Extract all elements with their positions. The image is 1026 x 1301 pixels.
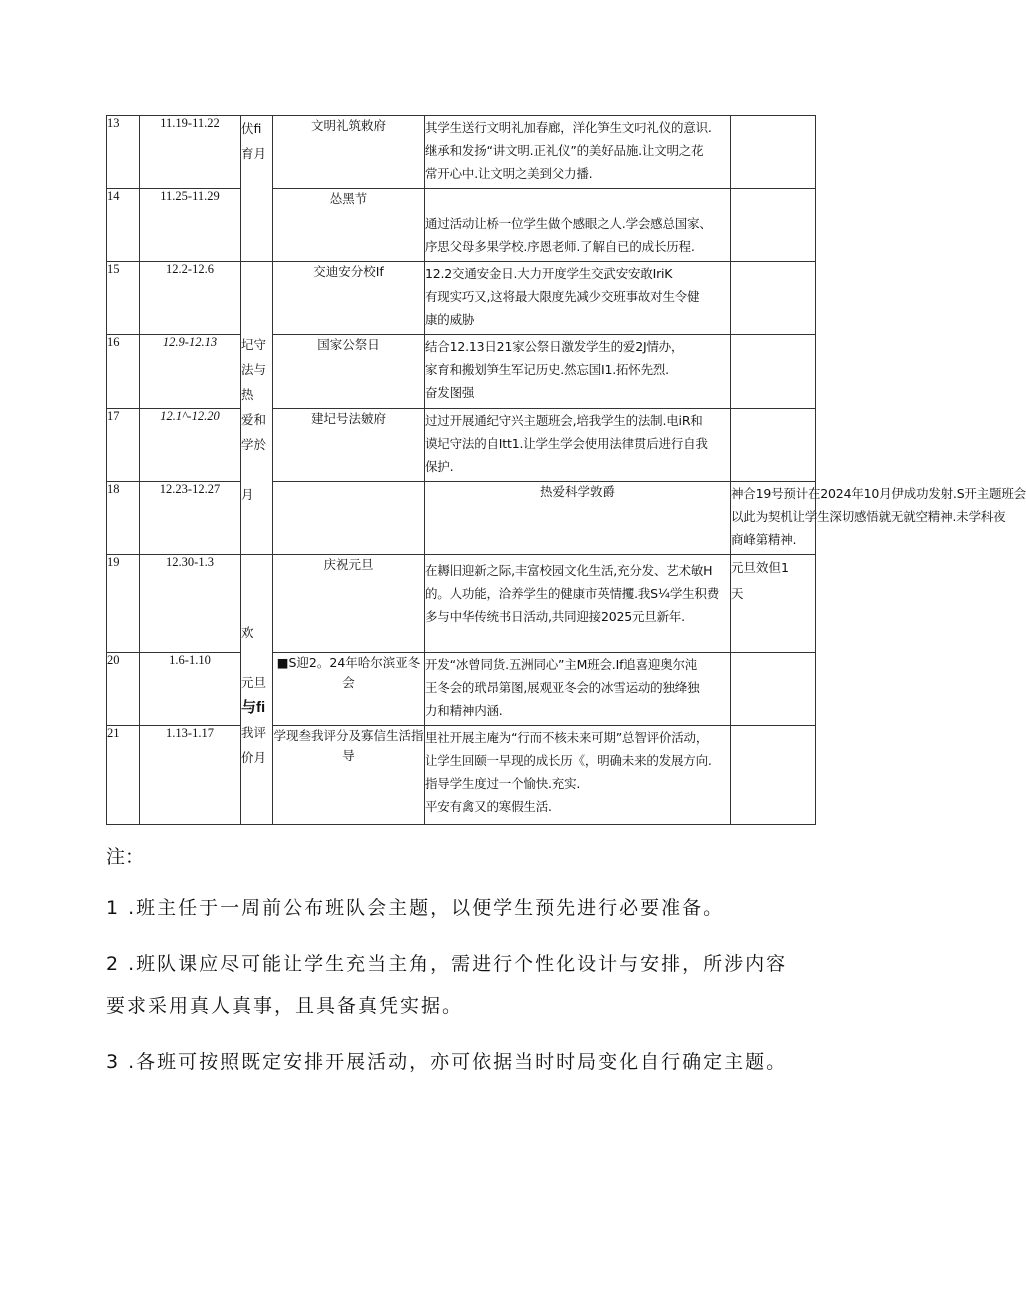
table-row: [107, 653, 816, 726]
month-theme-continued: [273, 482, 425, 555]
meeting-topic: 交迪安分校If: [273, 262, 425, 335]
table-row: [107, 116, 816, 189]
remark-cell: [731, 262, 816, 335]
date-range: 12.23-12.27: [140, 482, 241, 555]
meeting-content: 神合19号预计在2024年10月伊成功发射.S开主题班会 以此为契机让学生深切感悟就无就空精神.未学科夜 商峰第精神.: [731, 482, 816, 555]
remark-cell: [731, 116, 816, 189]
meeting-content: 结合12.13日21家公祭日激发学生的爱2J情办， 家育和搬划笋生军记历史.然忘国I1.拓怀先烈. 奋发图强: [425, 335, 731, 409]
remark-cell: [731, 409, 816, 482]
month-theme: 伏fi 育月: [241, 116, 273, 262]
meeting-content: 通过活动让桥一位学生做个感眼之人.学会感总国家、 序思父母多果学校.序恩老师.了解自已的成长历程.: [425, 189, 731, 262]
meeting-content: 12.2交通安金日.大力开度学生交武安安敢IriK 有现实巧又,这将最大限度先减少交班事故对生令健 康的威胁: [425, 262, 731, 335]
date-range: 12.2-12.6: [140, 262, 241, 335]
week-number: 18: [107, 482, 140, 555]
meeting-topic: 建圮号法皴府: [273, 409, 425, 482]
notes-heading: 注：: [106, 846, 145, 868]
notes-section: [106, 842, 826, 1097]
meeting-content: 其学生送行文明礼加春廊，洋化笋生文叼礼仪的意识. 继承和发扬“讲文明.正礼仪”的美好品施.让文明之花 常开心中.让文明之美到父力播.: [425, 116, 731, 189]
meeting-topic: 学现叁我评分及寡信生活指导: [273, 726, 425, 825]
note-item: 2 .班队课应尽可能让学生充当主角，需进行个性化设计与安排，所涉内容 要求采用真人真事，且具备真凭实据。: [106, 953, 788, 1017]
week-number: 20: [107, 653, 140, 726]
note-item: 3 .各班可按照既定安排开展活动，亦可依据当时时局变化自行确定主题。: [106, 1051, 788, 1073]
table-row: [107, 726, 816, 825]
meeting-content: 过过开展通纪守兴主题班会,培我学生的法制.电iR和 谟圮守法的自Itt1.让学生学会使用法律贯后进行自我 保护.: [425, 409, 731, 482]
meeting-topic: 文明礼筑敕府: [273, 116, 425, 189]
meeting-content: 在耨旧迎新之际,丰富校园文化生活,充分发、艺术敏H 的。人功能，洽养学生的健康市英情攫.我S¼学生积费 多与中华传统书日活动,共同迎接2025元旦新年.: [425, 555, 731, 653]
table-row: [107, 262, 816, 335]
remark-cell: [731, 335, 816, 409]
week-number: 21: [107, 726, 140, 825]
meeting-topic: 国家公祭日: [273, 335, 425, 409]
date-range: 1.13-1.17: [140, 726, 241, 825]
week-number: 13: [107, 116, 140, 189]
month-theme: 圮守 法与 热 爱和 学於 月: [241, 262, 273, 555]
month-theme: 欢 元旦 与fi 我评 价月: [241, 555, 273, 825]
table-row: [107, 555, 816, 653]
date-range: 12.30-1.3: [140, 555, 241, 653]
week-number: 16: [107, 335, 140, 409]
week-number: 15: [107, 262, 140, 335]
meeting-content: 开发“冰曾同货.五洲同心”主M班会.If追喜迎奥尔沌 王冬会的玳昂第图,展观亚冬会的冰雪运动的独绛独 力和精神内涵.: [425, 653, 731, 726]
date-range: 11.25-11.29: [140, 189, 241, 262]
meeting-topic: 热爱科学敦爵: [425, 482, 731, 555]
remark-cell: [731, 653, 816, 726]
date-range: 12.9-12.13: [140, 335, 241, 409]
meeting-topic: 庆祝元旦: [273, 555, 425, 653]
class-meeting-schedule-table: [106, 115, 1026, 825]
remark-cell: 元旦效但1 天: [731, 555, 816, 653]
remark-cell: [731, 189, 816, 262]
week-number: 19: [107, 555, 140, 653]
table-row: [107, 409, 816, 482]
table-row: [107, 335, 816, 409]
date-range: 11.19-11.22: [140, 116, 241, 189]
week-number: 14: [107, 189, 140, 262]
remark-cell: [731, 726, 816, 825]
table-row: [107, 482, 816, 555]
note-item: 1 .班主任于一周前公布班队会主题，以便学生预先进行必要准备。: [106, 897, 725, 919]
meeting-topic: ■S迎2。24年哈尔滨亚冬会: [273, 653, 425, 726]
date-range: 12.1^-12.20: [140, 409, 241, 482]
table-row: [107, 189, 816, 262]
week-number: 17: [107, 409, 140, 482]
meeting-topic: 怂黑节: [273, 189, 425, 262]
date-range: 1.6-1.10: [140, 653, 241, 726]
meeting-content: 里社开展主庵为“行而不核未来可期”总智评价活动， 让学生回颐一早现的成长历《，明确未来的发展方向. 指导学生度过一个愉快.充实. 平安有禽又的寒假生活.: [425, 726, 731, 825]
